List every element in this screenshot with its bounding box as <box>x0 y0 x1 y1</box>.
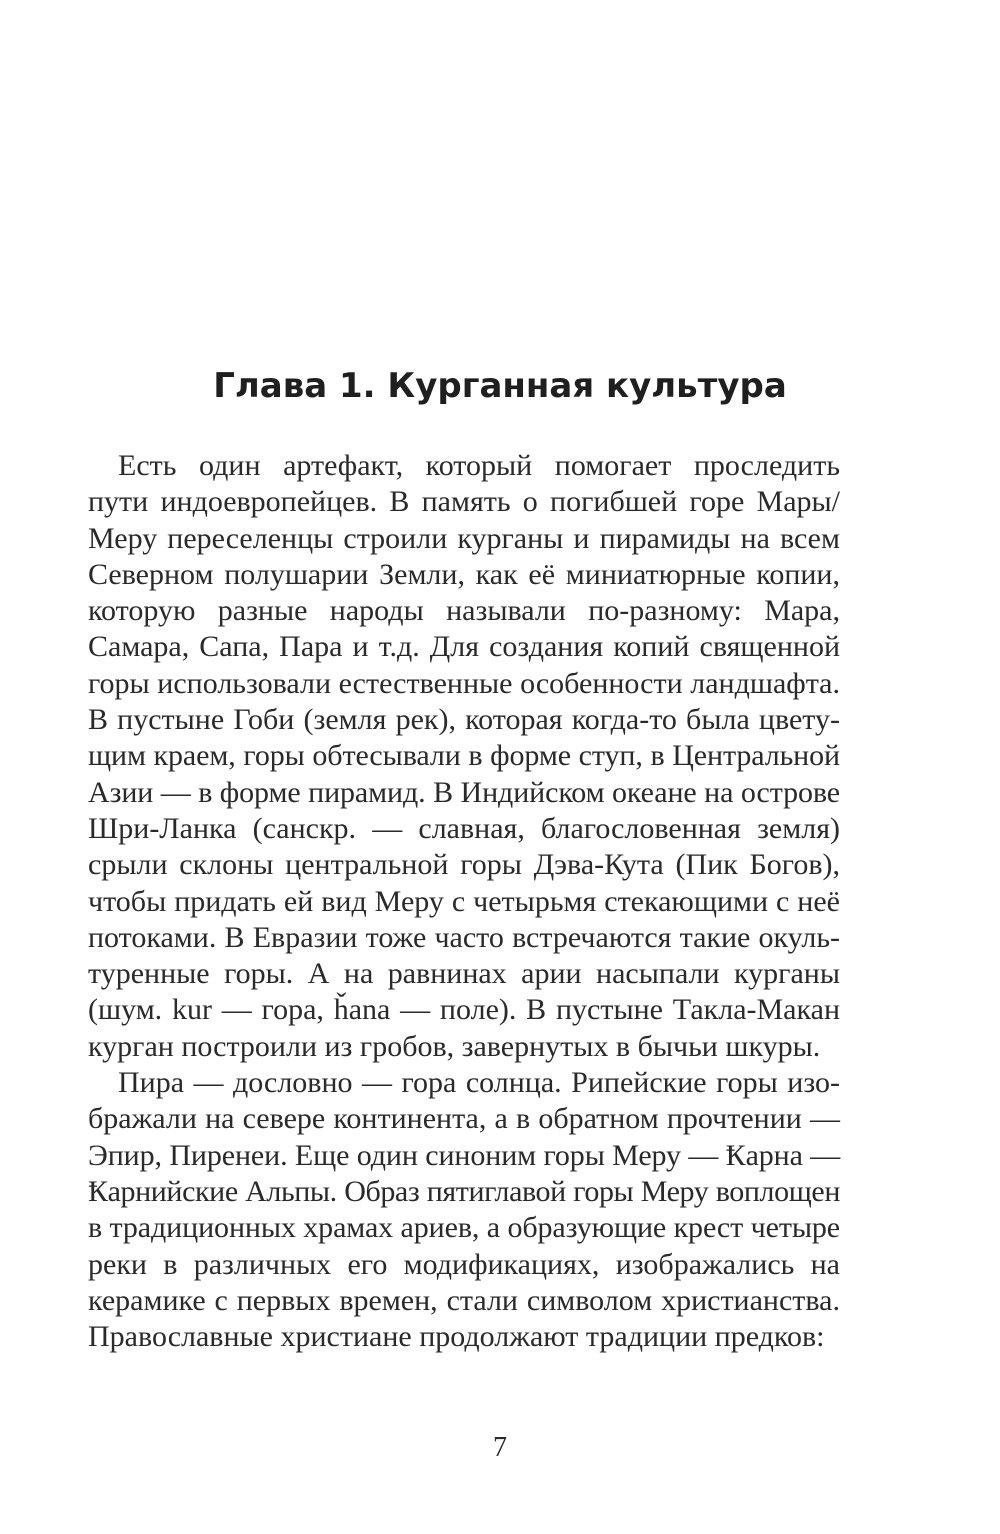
text-line: бражали на севере континента, а в обратном прочтении — <box>88 1102 840 1136</box>
text-line: Самара, Сапа, Пара и т.д. Для создания копий священной <box>88 630 840 664</box>
text-line: курган построили из гробов, завернутых в бычьи шкуры. <box>88 1029 821 1063</box>
text-line: чтобы придать ей вид Меру с четырьмя стекающими с неё <box>88 884 840 918</box>
text-line: пути индоевропейцев. В память о погибшей горе Мары/ <box>88 485 840 519</box>
text-line: Меру переселенцы строили курганы и пирамиды на всем <box>88 521 840 555</box>
text-line: Шри-Ланка (санскр. — славная, благословенная земля) <box>88 811 840 845</box>
text-line: потоками. В Евразии тоже часто встречаются такие окуль- <box>88 920 840 954</box>
text-line: Есть один артефакт, который помогает проследить <box>118 449 840 482</box>
text-line: которую разные народы называли по-разному: Мара, <box>88 594 840 628</box>
chapter-title: Глава 1. Курганная культура <box>213 366 787 406</box>
text-line: реки в различных его модификациях, изображались на <box>88 1247 840 1281</box>
text-line: Азии — в форме пирамид. В Индийском океане на острове <box>88 775 840 809</box>
text-line: (шум. kur — гора, ȟana — поле). В пустыне Такла-Макан <box>88 993 840 1027</box>
text-line: срыли склоны центральной горы Дэва-Кута (Пик Богов), <box>88 848 840 882</box>
text-line: Северном полушарии Земли, как её миниатюрные копии, <box>88 557 840 591</box>
text-line: щим краем, горы обтесывали в форме ступ, в Центральной <box>88 739 840 773</box>
text-line: В пустыне Гоби (земля рек), которая когда-то была цвету- <box>88 703 840 737</box>
text-line: Эпир, Пиренеи. Еще один синоним горы Меру — Ҟарна — <box>88 1138 841 1172</box>
text-line: керамике с первых времен, стали символом христианства. <box>88 1283 840 1317</box>
text-line: туренные горы. А на равнинах арии насыпали курганы <box>88 957 840 991</box>
text-line: Пира — дословно — гора солнца. Рипейские горы изо- <box>118 1066 840 1100</box>
text-line: Православные христиане продолжают традиции предков: <box>88 1320 825 1354</box>
text-line: горы использовали естественные особенности ландшафта. <box>88 666 840 700</box>
text-line: в традиционных храмах ариев, а образующие крест четыре <box>88 1211 840 1245</box>
page-number: 7 <box>493 1432 507 1463</box>
body-text <box>88 448 840 1355</box>
text-line: Ҟарнийские Альпы. Образ пятиглавой горы Меру воплощен <box>88 1174 840 1208</box>
